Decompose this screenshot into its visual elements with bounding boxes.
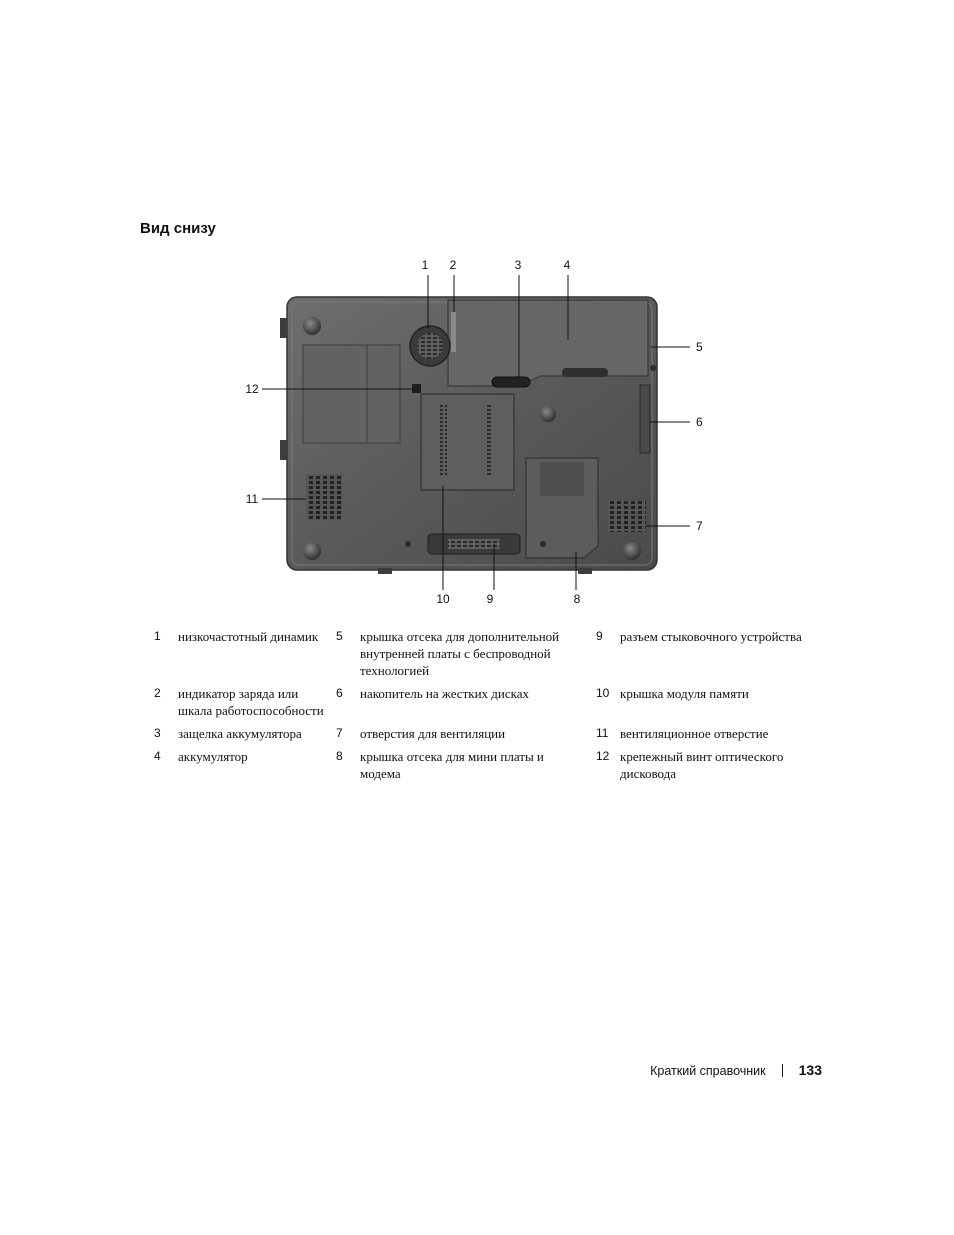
- page-number: 133: [798, 1062, 822, 1078]
- callout-12: 12: [245, 382, 259, 396]
- legend-text: индикатор заряда или шкала работоспособности: [178, 686, 324, 718]
- subwoofer: [410, 326, 450, 366]
- callout-3: 3: [514, 258, 522, 272]
- legend-text: крепежный винт оптического дисковода: [620, 749, 784, 781]
- legend-number: 3: [154, 726, 161, 740]
- legend-text: вентиляционное отверстие: [620, 726, 769, 741]
- page-footer: [600, 1062, 822, 1078]
- legend-text: разъем стыковочного устройства: [620, 629, 802, 644]
- legend-row: [150, 628, 830, 685]
- legend-number: 11: [596, 726, 609, 740]
- left-access-panel: [303, 345, 400, 443]
- legend-row: [150, 725, 830, 748]
- legend-number: 9: [596, 629, 603, 643]
- legend-number: 8: [336, 749, 343, 763]
- legend-text: низкочастотный динамик: [178, 629, 319, 644]
- memory-module-cover: [421, 394, 514, 490]
- air-vent-left: [306, 474, 342, 520]
- callout-6: 6: [696, 415, 703, 429]
- legend-row: [150, 748, 830, 788]
- center-round-marker: [540, 406, 556, 422]
- cooling-vents-right: [608, 500, 646, 532]
- footer-book-title: Краткий справочник: [650, 1064, 766, 1078]
- callout-11: 11: [245, 492, 259, 506]
- legend-number: 1: [154, 629, 161, 643]
- legend-text: отверстия для вентиляции: [360, 726, 506, 741]
- optical-drive-screw: [412, 384, 421, 393]
- legend-text: аккумулятор: [178, 749, 248, 764]
- callout-legend-table: [150, 628, 830, 788]
- callout-9: 9: [486, 592, 494, 606]
- legend-number: 4: [154, 749, 161, 763]
- footer-separator: [782, 1064, 783, 1077]
- hard-drive: [640, 385, 650, 453]
- legend-text: крышка модуля памяти: [620, 686, 749, 701]
- callout-10: 10: [436, 592, 450, 606]
- battery: [448, 300, 648, 386]
- callout-4: 4: [563, 258, 571, 272]
- battery-latch: [492, 377, 530, 387]
- charge-gauge: [451, 312, 456, 352]
- callout-5: 5: [696, 340, 703, 354]
- legend-number: 10: [596, 686, 610, 700]
- legend-number: 12: [596, 749, 610, 763]
- callout-7: 7: [696, 519, 703, 533]
- callout-2: 2: [449, 258, 457, 272]
- docking-connector: [428, 534, 520, 554]
- legend-row: [150, 685, 830, 725]
- legend-number: 7: [336, 726, 343, 740]
- legend-text: крышка отсека для дополнительной внутренней платы с беспроводной технологией: [360, 629, 560, 678]
- callout-1: 1: [421, 258, 429, 272]
- legend-number: 2: [154, 686, 161, 700]
- section-title: Вид снизу: [140, 220, 216, 237]
- legend-text: крышка отсека для мини платы и модема: [360, 749, 544, 781]
- legend-text: защелка аккумулятора: [178, 726, 302, 741]
- legend-number: 5: [336, 629, 343, 643]
- legend-text: накопитель на жестких дисках: [360, 686, 529, 701]
- legend-number: 6: [336, 686, 343, 700]
- mini-card-modem-cover: [526, 458, 598, 558]
- callout-8: 8: [573, 592, 581, 606]
